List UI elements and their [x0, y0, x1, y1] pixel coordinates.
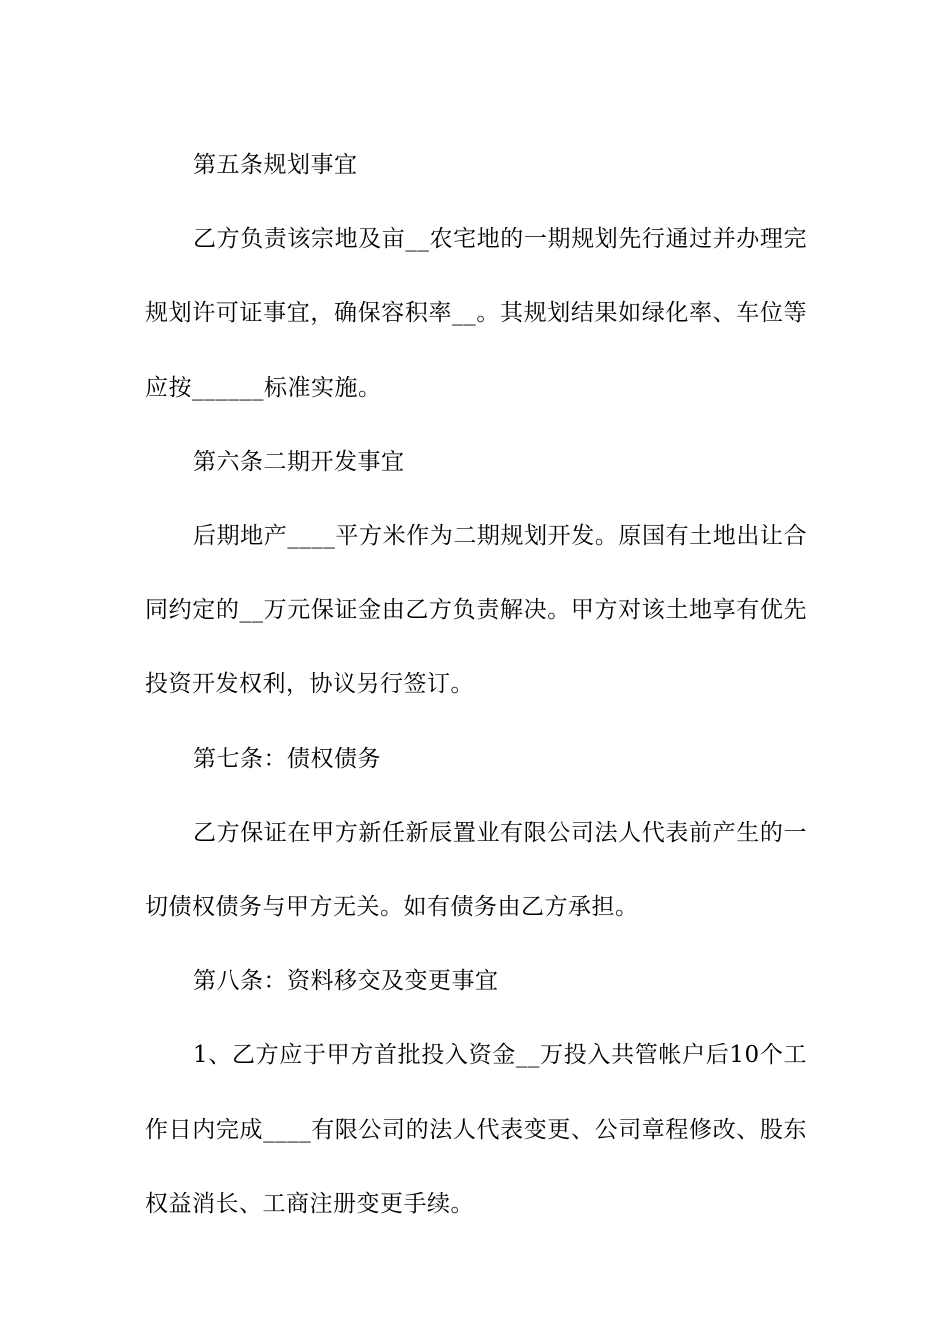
article-6-paragraph: 后期地产____平方米作为二期规划开发。原国有土地出让合同约定的__万元保证金由乙方负责解决。甲方对该土地享有优先投资开发权利，协议另行签订。: [145, 523, 807, 698]
article-8-item-1: 1、乙方应于甲方首批投入资金__万投入共管帐户后10个工作日内完成____有限公司的法人代表变更、公司章程修改、股东权益消长、工商注册变更手续。: [145, 1042, 807, 1217]
article-7-heading: 第七条：债权债务: [193, 745, 381, 772]
document-body: [145, 128, 807, 1241]
article-5-paragraph: 乙方负责该宗地及亩__农宅地的一期规划先行通过并办理完规划许可证事宜，确保容积率__。其规划结果如绿化率、车位等应按______标准实施。: [145, 226, 807, 401]
article-6-heading: 第六条二期开发事宜: [193, 448, 405, 475]
article-8-heading: 第八条：资料移交及变更事宜: [193, 968, 499, 995]
article-5-heading: 第五条规划事宜: [193, 152, 358, 178]
article-7-paragraph: 乙方保证在甲方新任新辰置业有限公司法人代表前产生的一切债权债务与甲方无关。如有债务由乙方承担。: [145, 819, 807, 921]
